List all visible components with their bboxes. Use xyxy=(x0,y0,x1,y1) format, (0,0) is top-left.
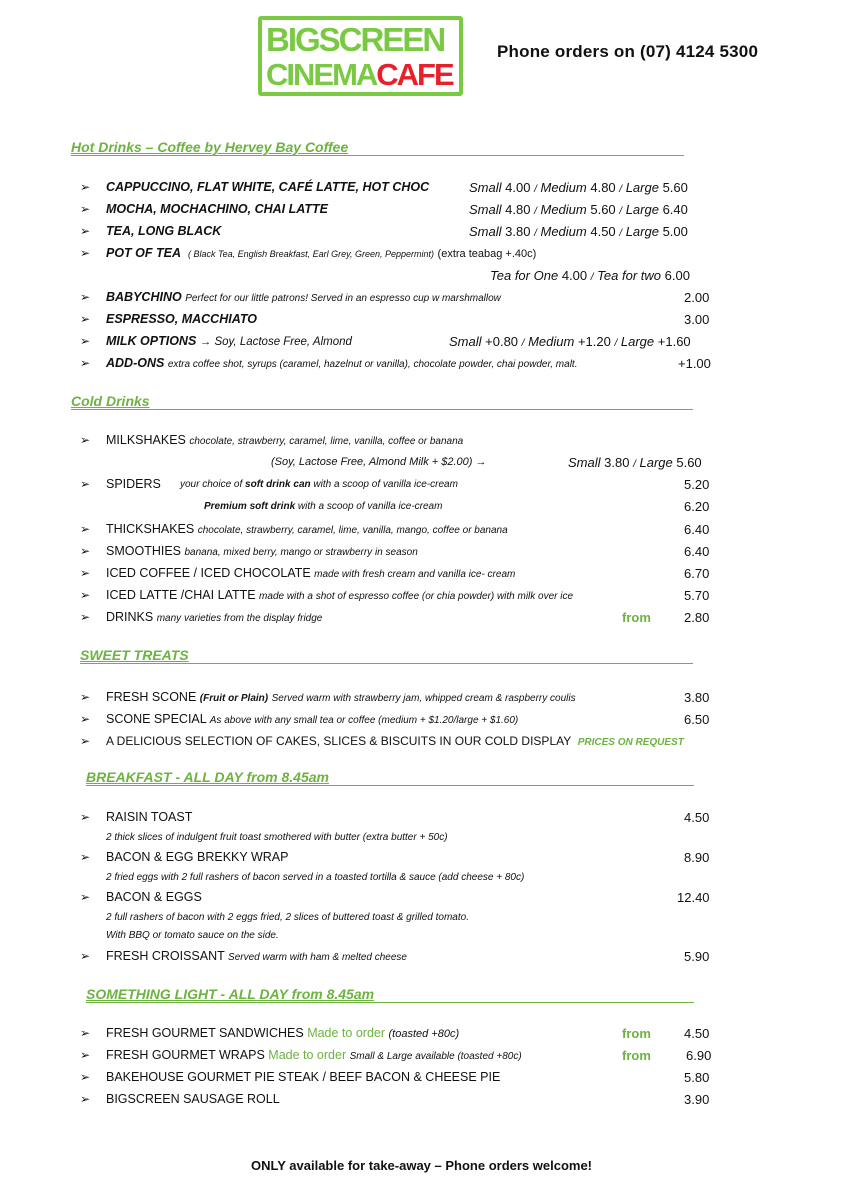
item-desc: With BBQ or tomato sauce on the side. xyxy=(106,930,279,941)
menu-row: DRINKS many varieties from the display fridge xyxy=(106,610,323,624)
item-price: 4.50 xyxy=(684,810,710,825)
section-breakfast: BREAKFAST - ALL DAY from 8.45am xyxy=(86,769,329,785)
phone-orders: Phone orders on (07) 4124 5300 xyxy=(497,42,759,61)
bullet-icon: ➢ xyxy=(80,890,91,904)
bullet-icon: ➢ xyxy=(80,949,91,963)
item-price: 6.70 xyxy=(684,566,710,581)
bullet-icon: ➢ xyxy=(80,1070,91,1084)
item-name: BIGSCREEN SAUSAGE ROLL xyxy=(106,1092,280,1106)
menu-row: FRESH GOURMET WRAPS Made to order Small & Large available (toasted +80c) xyxy=(106,1048,522,1062)
menu-row: MILKSHAKES chocolate, strawberry, caramel, lime, vanilla, coffee or banana xyxy=(106,433,464,447)
item-price: 2.80 xyxy=(684,610,710,625)
item-price: 6.20 xyxy=(684,499,710,514)
from-label: from xyxy=(622,610,651,625)
section-cold-drinks: Cold Drinks xyxy=(71,393,150,409)
menu-row: SPIDERS xyxy=(106,477,161,491)
item-price: 2.00 xyxy=(684,290,710,305)
item-price: 6.40 xyxy=(684,522,710,537)
menu-row: SCONE SPECIAL As above with any small tea or coffee (medium + $1.20/large + $1.60) xyxy=(106,712,519,726)
section-something-light: SOMETHING LIGHT - ALL DAY from 8.45am xyxy=(86,986,375,1002)
item-name: BAKEHOUSE GOURMET PIE STEAK / BEEF BACON & CHEESE PIE xyxy=(106,1070,501,1084)
section-rule xyxy=(86,1002,694,1003)
menu-row: A DELICIOUS SELECTION OF CAKES, SLICES & BISCUITS IN OUR COLD DISPLAY PRICES ON REQUEST xyxy=(106,734,684,748)
size-prices: Small 4.80 / Medium 5.60 / Large 6.40 xyxy=(469,202,688,217)
bullet-icon: ➢ xyxy=(80,690,91,704)
item-price: 12.40 xyxy=(677,890,710,905)
item-price: 5.20 xyxy=(684,477,710,492)
item-name: BACON & EGG BREKKY WRAP xyxy=(106,850,289,864)
size-prices: Small 4.00 / Medium 4.80 / Large 5.60 xyxy=(469,180,688,195)
item-desc: your choice of soft drink can with a scoop of vanilla ice-cream xyxy=(180,479,458,490)
bullet-icon: ➢ xyxy=(80,356,91,370)
menu-row: ADD-ONS extra coffee shot, syrups (caramel, hazelnut or vanilla), chocolate powder, chai powder, malt. xyxy=(106,356,578,370)
item-name: BACON & EGGS xyxy=(106,890,202,904)
size-prices: Small +0.80 / Medium +1.20 / Large +1.60 xyxy=(449,334,691,349)
bullet-icon: ➢ xyxy=(80,477,91,491)
menu-row: BABYCHINO Perfect for our little patrons! Served in an espresso cup w marshmallow xyxy=(106,290,501,304)
item-price: 5.80 xyxy=(684,1070,710,1085)
logo-line-2 xyxy=(266,58,453,92)
item-price: 8.90 xyxy=(684,850,710,865)
menu-row: FRESH SCONE (Fruit or Plain) Served warm with strawberry jam, whipped cream & raspberry coulis xyxy=(106,690,576,704)
item-price: 3.90 xyxy=(684,1092,710,1107)
menu-row: POT OF TEA ( Black Tea, English Breakfast, Earl Grey, Green, Peppermint) (extra teabag +.40c) xyxy=(106,246,537,260)
bullet-icon: ➢ xyxy=(80,850,91,864)
logo-line-1: BIGSCREEN xyxy=(266,21,445,58)
section-rule xyxy=(86,785,694,786)
bullet-icon: ➢ xyxy=(80,224,91,238)
item-desc: 2 full rashers of bacon with 2 eggs fried, 2 slices of buttered toast & grilled tomato. xyxy=(106,912,469,923)
bullet-icon: ➢ xyxy=(80,712,91,726)
bullet-icon: ➢ xyxy=(80,334,91,348)
bullet-icon: ➢ xyxy=(80,433,91,447)
item-price: 6.40 xyxy=(684,544,710,559)
tea-prices: Tea for One 4.00 / Tea for two 6.00 xyxy=(490,268,690,283)
bullet-icon: ➢ xyxy=(80,588,91,602)
bullet-icon: ➢ xyxy=(80,610,91,624)
section-sweet-treats: SWEET TREATS xyxy=(80,647,189,663)
bullet-icon: ➢ xyxy=(80,246,91,260)
section-rule xyxy=(71,155,684,156)
item-name: ESPRESSO, MACCHIATO xyxy=(106,312,257,326)
menu-row: ICED COFFEE / ICED CHOCOLATE made with fresh cream and vanilla ice- cream xyxy=(106,566,516,580)
cafe-logo xyxy=(258,16,463,96)
bullet-icon: ➢ xyxy=(80,290,91,304)
item-price: 6.90 xyxy=(686,1048,712,1063)
section-rule xyxy=(71,409,693,410)
item-price: 5.90 xyxy=(684,949,710,964)
item-name: RAISIN TOAST xyxy=(106,810,193,824)
item-price: 6.50 xyxy=(684,712,710,727)
bullet-icon: ➢ xyxy=(80,1026,91,1040)
bullet-icon: ➢ xyxy=(80,202,91,216)
menu-row: SMOOTHIES banana, mixed berry, mango or strawberry in season xyxy=(106,544,418,558)
menu-row: FRESH GOURMET SANDWICHES Made to order (toasted +80c) xyxy=(106,1026,460,1040)
section-rule xyxy=(80,663,693,664)
milk-note: (Soy, Lactose Free, Almond Milk + $2.00) → xyxy=(271,456,487,468)
item-desc: Premium soft drink with a scoop of vanilla ice-cream xyxy=(204,501,443,512)
bullet-icon: ➢ xyxy=(80,734,91,748)
logo-cafe: CAFE xyxy=(376,57,453,92)
item-name: MOCHA, MOCHACHINO, CHAI LATTE xyxy=(106,202,328,216)
item-name: CAPPUCCINO, FLAT WHITE, CAFÉ LATTE, HOT CHOC xyxy=(106,180,430,194)
item-price: 3.80 xyxy=(684,690,710,705)
from-label: from xyxy=(622,1026,651,1041)
bullet-icon: ➢ xyxy=(80,810,91,824)
bullet-icon: ➢ xyxy=(80,1048,91,1062)
menu-row: THICKSHAKES chocolate, strawberry, caramel, lime, vanilla, mango, coffee or banana xyxy=(106,522,508,536)
item-price: 4.50 xyxy=(684,1026,710,1041)
logo-cinema: CINEMA xyxy=(266,57,377,92)
bullet-icon: ➢ xyxy=(80,312,91,326)
item-name: TEA, LONG BLACK xyxy=(106,224,222,238)
bullet-icon: ➢ xyxy=(80,180,91,194)
item-price: +1.00 xyxy=(678,356,711,371)
menu-row: MILK OPTIONS → Soy, Lactose Free, Almond xyxy=(106,334,352,348)
from-label: from xyxy=(622,1048,651,1063)
item-price: 3.00 xyxy=(684,312,710,327)
section-hot-drinks: Hot Drinks – Coffee by Hervey Bay Coffee xyxy=(71,139,349,155)
item-desc: 2 thick slices of indulgent fruit toast smothered with butter (extra butter + 50c) xyxy=(106,832,448,843)
bullet-icon: ➢ xyxy=(80,1092,91,1106)
bullet-icon: ➢ xyxy=(80,566,91,580)
footer-note: ONLY available for take-away – Phone orders welcome! xyxy=(250,1158,593,1173)
item-desc: 2 fried eggs with 2 full rashers of bacon served in a toasted tortilla & sauce (add cheese + 80c) xyxy=(106,872,525,883)
menu-row: ICED LATTE /CHAI LATTE made with a shot of espresso coffee (or chia powder) with milk over ice xyxy=(106,588,574,602)
size-prices: Small 3.80 / Large 5.60 xyxy=(568,455,702,470)
size-prices: Small 3.80 / Medium 4.50 / Large 5.00 xyxy=(469,224,688,239)
bullet-icon: ➢ xyxy=(80,544,91,558)
item-price: 5.70 xyxy=(684,588,710,603)
bullet-icon: ➢ xyxy=(80,522,91,536)
menu-row: FRESH CROISSANT Served warm with ham & melted cheese xyxy=(106,949,407,963)
